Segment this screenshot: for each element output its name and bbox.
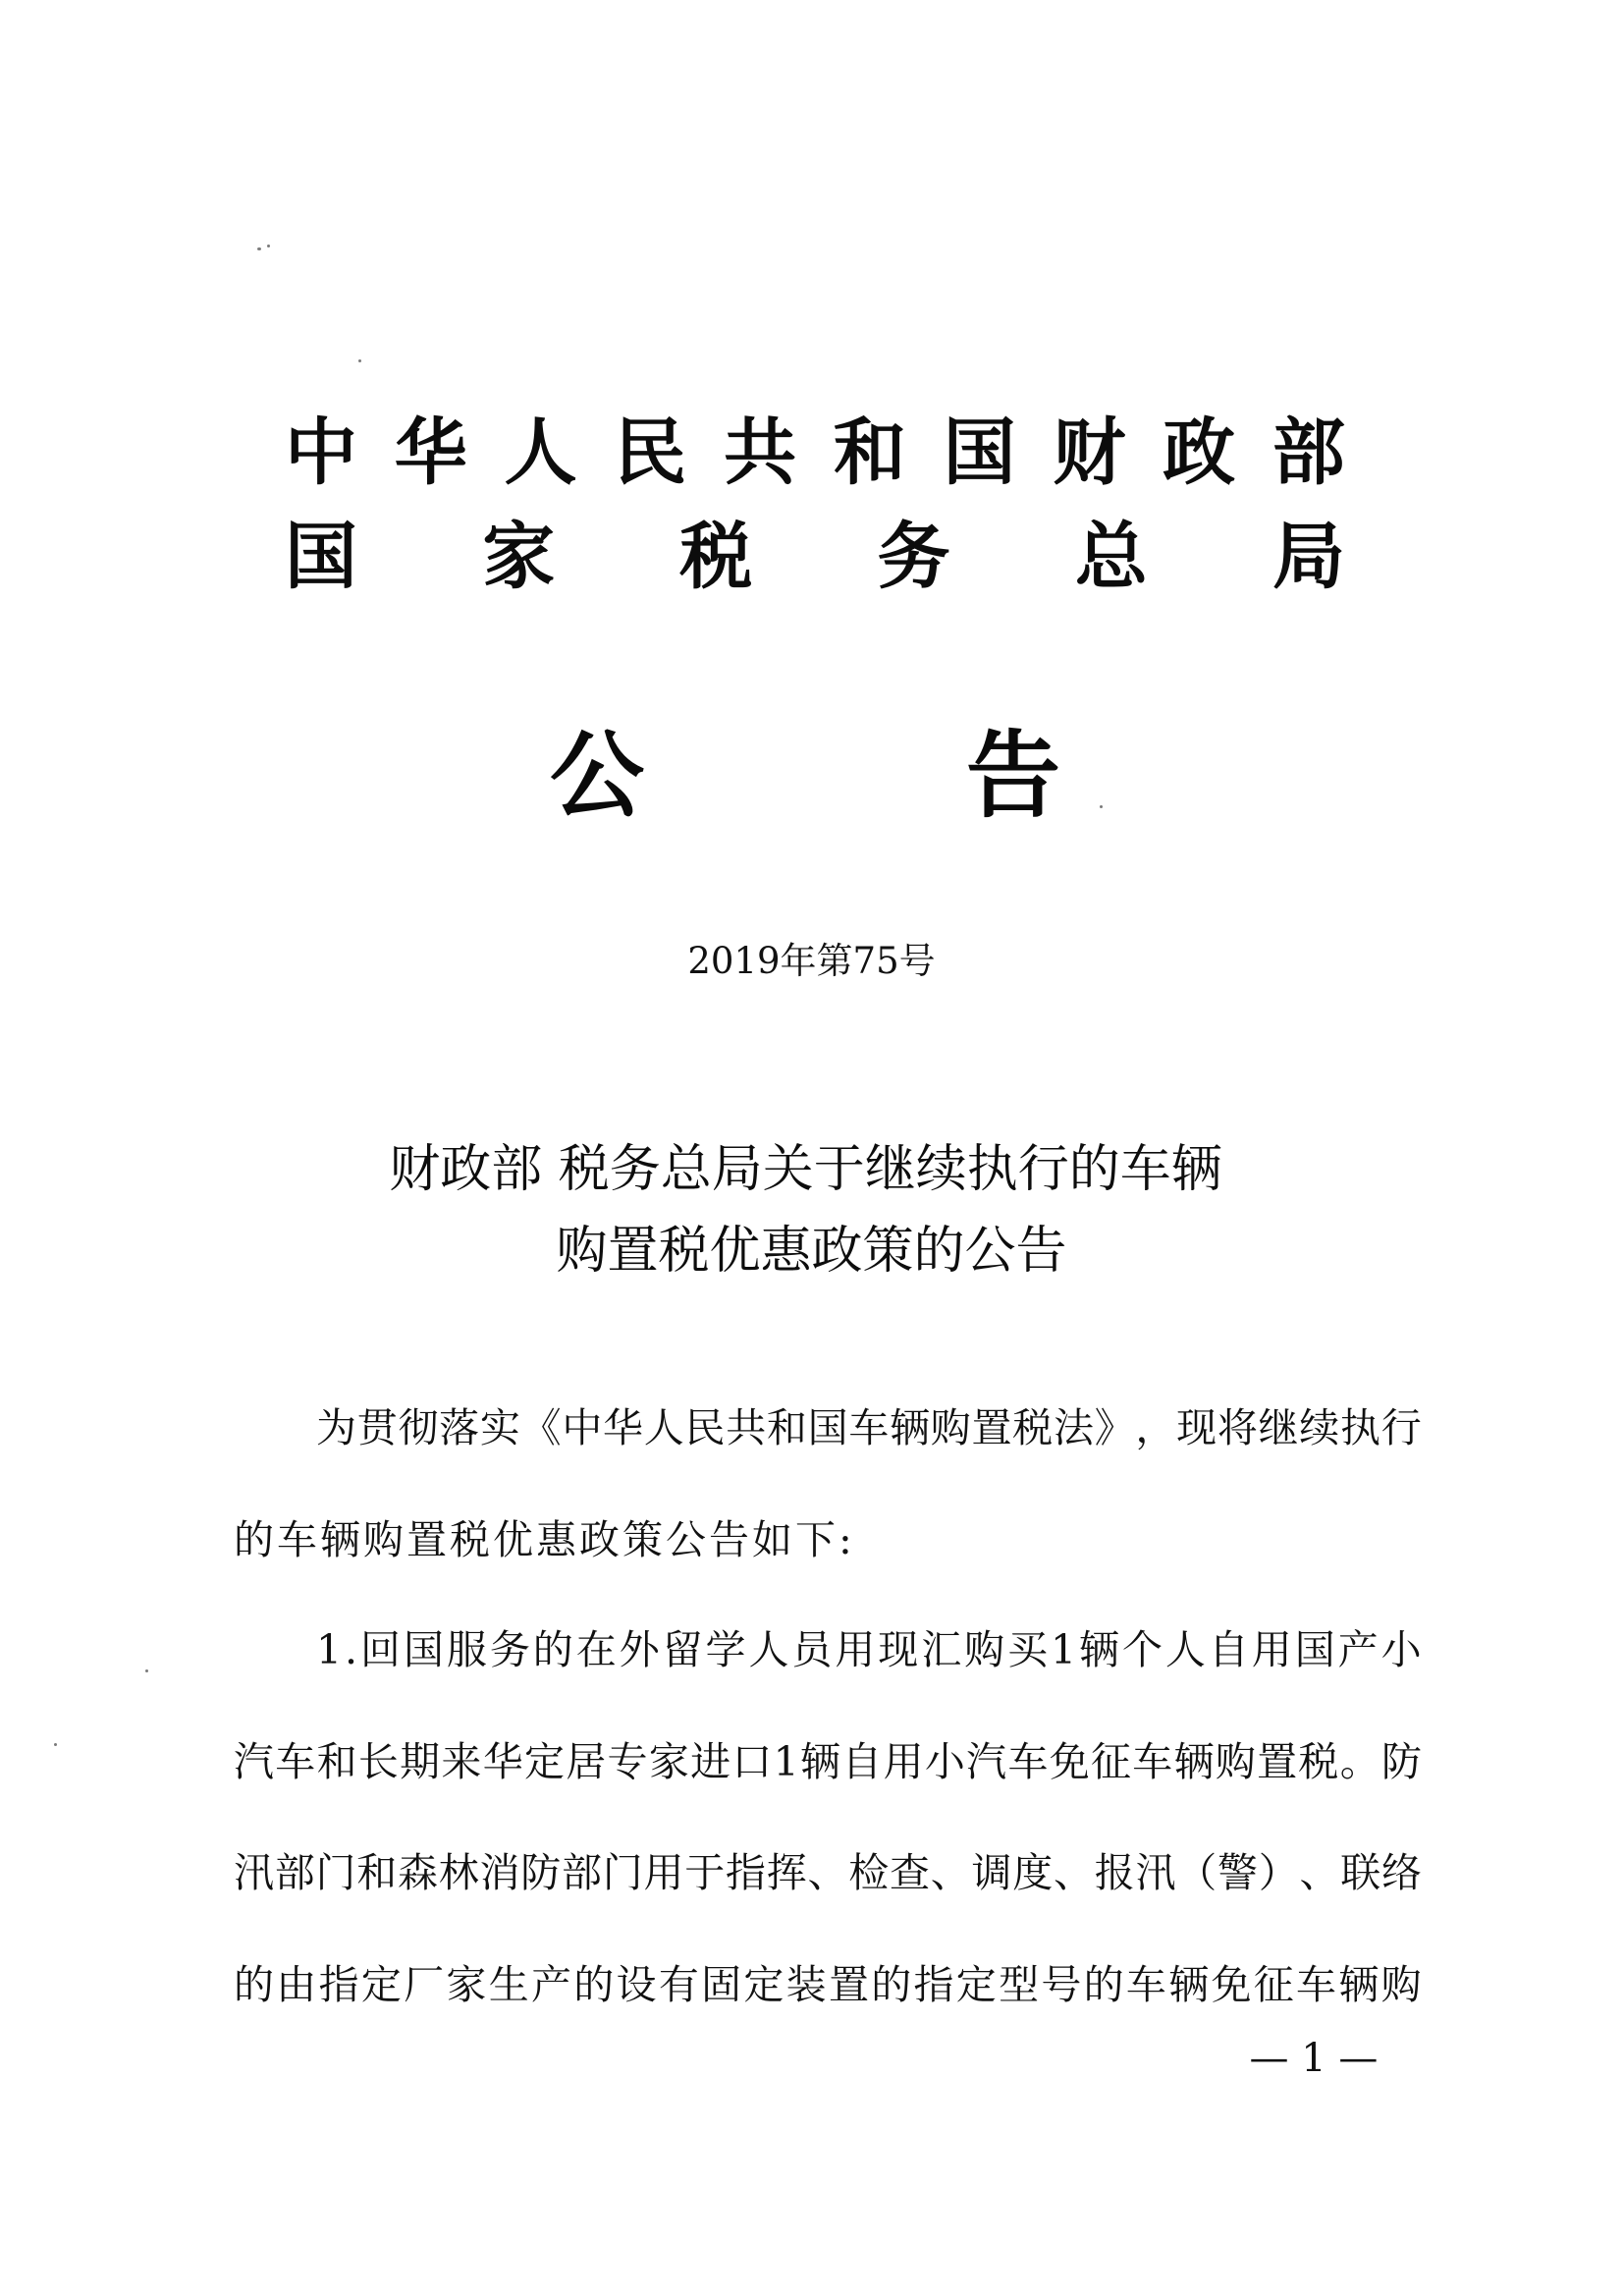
issuer-char: 中 bbox=[285, 410, 357, 495]
body-char: 续 bbox=[1299, 1404, 1340, 1451]
body-line-6 bbox=[234, 1961, 1422, 2008]
body-char: 警 bbox=[1217, 1849, 1258, 1896]
body-char: 生 bbox=[488, 1961, 529, 2008]
scan-speck bbox=[54, 1743, 57, 1746]
body-char: 小 bbox=[924, 1738, 965, 1785]
body-char: 将 bbox=[1217, 1404, 1258, 1451]
body-char: 的 bbox=[532, 1626, 573, 1673]
body-char: 于 bbox=[684, 1849, 726, 1896]
body-char: 为 bbox=[316, 1404, 356, 1451]
issuer-char: 务 bbox=[877, 515, 950, 599]
body-char: 定 bbox=[523, 1738, 565, 1785]
body-char: 现 bbox=[878, 1626, 919, 1673]
body-char: 汛 bbox=[234, 1849, 274, 1896]
body-char: 1 bbox=[316, 1626, 343, 1673]
body-char: 购 bbox=[1215, 1738, 1256, 1785]
body-char: 用 bbox=[1251, 1626, 1292, 1673]
body-char: 部 bbox=[274, 1849, 315, 1896]
body-char: 继 bbox=[1258, 1404, 1299, 1451]
body-char: 免 bbox=[1211, 1961, 1252, 2008]
document-type-char: 告 bbox=[966, 720, 1060, 831]
issuer-char: 共 bbox=[724, 410, 797, 495]
body-char: 1 bbox=[1051, 1626, 1077, 1673]
body-char: 门 bbox=[315, 1849, 356, 1896]
body-char: 指 bbox=[913, 1961, 954, 2008]
body-line-1 bbox=[316, 1404, 1422, 1451]
body-char: 。 bbox=[1339, 1738, 1380, 1785]
body-char: 执 bbox=[1339, 1404, 1380, 1451]
body-char: 和 bbox=[356, 1849, 398, 1896]
body-char: 指 bbox=[318, 1961, 359, 2008]
issuer-char: 国 bbox=[285, 515, 357, 599]
body-char: ） bbox=[1258, 1849, 1299, 1896]
body-char: . bbox=[345, 1626, 358, 1673]
body-char: 设 bbox=[616, 1961, 657, 2008]
body-char: 固 bbox=[701, 1961, 742, 2008]
body-char: 汽 bbox=[234, 1738, 274, 1785]
body-char: 员 bbox=[791, 1626, 833, 1673]
body-char: 辆 bbox=[890, 1404, 931, 1451]
body-char: 消 bbox=[479, 1849, 520, 1896]
body-char: 车 bbox=[1007, 1738, 1049, 1785]
body-char: 国 bbox=[403, 1626, 444, 1673]
body-char: 民 bbox=[684, 1404, 726, 1451]
scan-speck bbox=[257, 247, 261, 250]
body-line-3 bbox=[316, 1626, 1422, 1673]
scan-speck bbox=[1100, 805, 1103, 808]
body-char: 汇 bbox=[921, 1626, 962, 1673]
body-char: 购 bbox=[1380, 1961, 1422, 2008]
body-char: 指 bbox=[726, 1849, 766, 1896]
body-char: 小 bbox=[1380, 1626, 1422, 1673]
body-char: 家 bbox=[446, 1961, 487, 2008]
issuer-char: 和 bbox=[833, 410, 906, 495]
body-line-5 bbox=[234, 1849, 1422, 1896]
body-char: 来 bbox=[441, 1738, 482, 1785]
body-char: 现 bbox=[1176, 1404, 1217, 1451]
body-line-4 bbox=[234, 1738, 1422, 1785]
body-char: 《 bbox=[520, 1404, 562, 1451]
body-char: 进 bbox=[690, 1738, 731, 1785]
body-char: 个 bbox=[1121, 1626, 1163, 1673]
issuer-char: 局 bbox=[1271, 515, 1345, 599]
body-char: 车 bbox=[275, 1738, 316, 1785]
body-char: 征 bbox=[1253, 1961, 1294, 2008]
issuer-char: 财 bbox=[1053, 410, 1126, 495]
body-char: 用 bbox=[883, 1738, 924, 1785]
body-char: 免 bbox=[1049, 1738, 1090, 1785]
body-char: 买 bbox=[1007, 1626, 1049, 1673]
issuer-char: 税 bbox=[679, 515, 753, 599]
body-char: 络 bbox=[1381, 1849, 1422, 1896]
body-char: 彻 bbox=[398, 1404, 439, 1451]
body-char: 征 bbox=[1091, 1738, 1131, 1785]
body-char: 外 bbox=[619, 1626, 660, 1673]
scan-speck bbox=[145, 1669, 148, 1672]
body-char: 、 bbox=[930, 1849, 971, 1896]
body-line-2: 的车辆购置税优惠政策公告如下: bbox=[234, 1516, 855, 1563]
body-char: 防 bbox=[1380, 1738, 1422, 1785]
body-char: 贯 bbox=[356, 1404, 398, 1451]
body-char: 税 bbox=[1298, 1738, 1339, 1785]
body-char: 调 bbox=[971, 1849, 1012, 1896]
body-char: 车 bbox=[1132, 1738, 1173, 1785]
body-char: 法 bbox=[1053, 1404, 1094, 1451]
body-char: 落 bbox=[439, 1404, 480, 1451]
body-char: 度 bbox=[1012, 1849, 1054, 1896]
body-char: 型 bbox=[999, 1961, 1040, 2008]
body-char: ， bbox=[1135, 1404, 1176, 1451]
body-char: 辆 bbox=[1173, 1738, 1215, 1785]
body-char: 长 bbox=[357, 1738, 399, 1785]
body-char: 由 bbox=[276, 1961, 317, 2008]
body-char: 置 bbox=[828, 1961, 869, 2008]
body-char: 查 bbox=[890, 1849, 930, 1896]
body-char: 自 bbox=[1208, 1626, 1249, 1673]
body-char: 自 bbox=[841, 1738, 883, 1785]
body-char: 人 bbox=[748, 1626, 789, 1673]
body-char: 的 bbox=[234, 1961, 274, 2008]
body-char: 用 bbox=[835, 1626, 876, 1673]
body-char: 的 bbox=[573, 1961, 615, 2008]
body-char: 产 bbox=[530, 1961, 571, 2008]
body-char: 、 bbox=[1299, 1849, 1340, 1896]
body-char: 门 bbox=[602, 1849, 643, 1896]
body-char: 号 bbox=[1041, 1961, 1082, 2008]
body-char: 人 bbox=[1164, 1626, 1206, 1673]
body-char: 、 bbox=[1054, 1849, 1094, 1896]
body-char: 定 bbox=[360, 1961, 402, 2008]
body-char: 辆 bbox=[1338, 1961, 1380, 2008]
body-char: 置 bbox=[1257, 1738, 1298, 1785]
scan-speck bbox=[267, 245, 270, 247]
body-char: 家 bbox=[648, 1738, 689, 1785]
body-char: 华 bbox=[603, 1404, 644, 1451]
body-char: 口 bbox=[731, 1738, 773, 1785]
body-char: 产 bbox=[1337, 1626, 1379, 1673]
body-char: 汛 bbox=[1135, 1849, 1176, 1896]
body-char: 国 bbox=[1294, 1626, 1335, 1673]
body-char: 专 bbox=[607, 1738, 648, 1785]
scan-speck bbox=[358, 359, 361, 362]
body-char: 国 bbox=[807, 1404, 848, 1451]
body-char: 辆 bbox=[800, 1738, 841, 1785]
body-char: 回 bbox=[360, 1626, 402, 1673]
body-char: 共 bbox=[726, 1404, 767, 1451]
body-char: 华 bbox=[482, 1738, 523, 1785]
body-char: 检 bbox=[848, 1849, 890, 1896]
body-char: 联 bbox=[1340, 1849, 1381, 1896]
body-char: 部 bbox=[562, 1849, 602, 1896]
page-number: — 1 — bbox=[1249, 2036, 1379, 2081]
body-char: 辆 bbox=[1079, 1626, 1120, 1673]
body-char: 报 bbox=[1094, 1849, 1135, 1896]
body-char: 购 bbox=[964, 1626, 1005, 1673]
issuer-char: 人 bbox=[504, 410, 577, 495]
body-char: 留 bbox=[662, 1626, 703, 1673]
body-char: 在 bbox=[575, 1626, 617, 1673]
document-type-heading bbox=[550, 720, 1060, 831]
body-char: 的 bbox=[1083, 1961, 1124, 2008]
body-char: 和 bbox=[766, 1404, 807, 1451]
body-char: 期 bbox=[400, 1738, 441, 1785]
issuer-char: 华 bbox=[394, 410, 467, 495]
body-char: 车 bbox=[1296, 1961, 1337, 2008]
body-char: 有 bbox=[658, 1961, 699, 2008]
body-char: 用 bbox=[643, 1849, 684, 1896]
body-char: 和 bbox=[316, 1738, 357, 1785]
body-char: 服 bbox=[446, 1626, 487, 1673]
issuer-char: 政 bbox=[1163, 410, 1236, 495]
body-char: 森 bbox=[398, 1849, 438, 1896]
body-char: 购 bbox=[930, 1404, 971, 1451]
issuer-line-tax-administration bbox=[285, 515, 1345, 599]
issuer-char: 国 bbox=[943, 410, 1016, 495]
issuer-char: 部 bbox=[1271, 410, 1345, 495]
body-char: 汽 bbox=[966, 1738, 1007, 1785]
body-char: 人 bbox=[643, 1404, 684, 1451]
body-char: 林 bbox=[438, 1849, 479, 1896]
document-title-line-1: 财政部 税务总局关于继续执行的车辆 bbox=[389, 1140, 1222, 1199]
issuer-char: 总 bbox=[1074, 515, 1148, 599]
body-char: 务 bbox=[489, 1626, 530, 1673]
body-char: 中 bbox=[562, 1404, 603, 1451]
issuer-line-finance-ministry bbox=[285, 410, 1345, 495]
body-char: （ bbox=[1176, 1849, 1217, 1896]
body-char: 定 bbox=[955, 1961, 997, 2008]
document-title-line-2: 购置税优惠政策的公告 bbox=[556, 1222, 1067, 1281]
issuer-char: 民 bbox=[614, 410, 687, 495]
body-char: 学 bbox=[705, 1626, 746, 1673]
body-char: 税 bbox=[1012, 1404, 1054, 1451]
body-char: 挥 bbox=[766, 1849, 807, 1896]
issuer-char: 家 bbox=[482, 515, 556, 599]
body-char: 车 bbox=[848, 1404, 890, 1451]
body-char: 车 bbox=[1125, 1961, 1166, 2008]
body-char: 装 bbox=[785, 1961, 827, 2008]
body-char: 、 bbox=[807, 1849, 848, 1896]
body-char: 辆 bbox=[1168, 1961, 1210, 2008]
body-char: 防 bbox=[520, 1849, 562, 1896]
body-char: 置 bbox=[971, 1404, 1012, 1451]
body-char: 》 bbox=[1094, 1404, 1135, 1451]
body-char: 厂 bbox=[404, 1961, 445, 2008]
body-char: 实 bbox=[479, 1404, 520, 1451]
body-char: 居 bbox=[566, 1738, 607, 1785]
body-char: 的 bbox=[871, 1961, 912, 2008]
document-type-char: 公 bbox=[550, 720, 644, 831]
body-char: 1 bbox=[773, 1738, 799, 1785]
body-char: 行 bbox=[1380, 1404, 1422, 1451]
document-number: 2019年第75号 bbox=[687, 940, 936, 982]
body-char: 定 bbox=[743, 1961, 784, 2008]
